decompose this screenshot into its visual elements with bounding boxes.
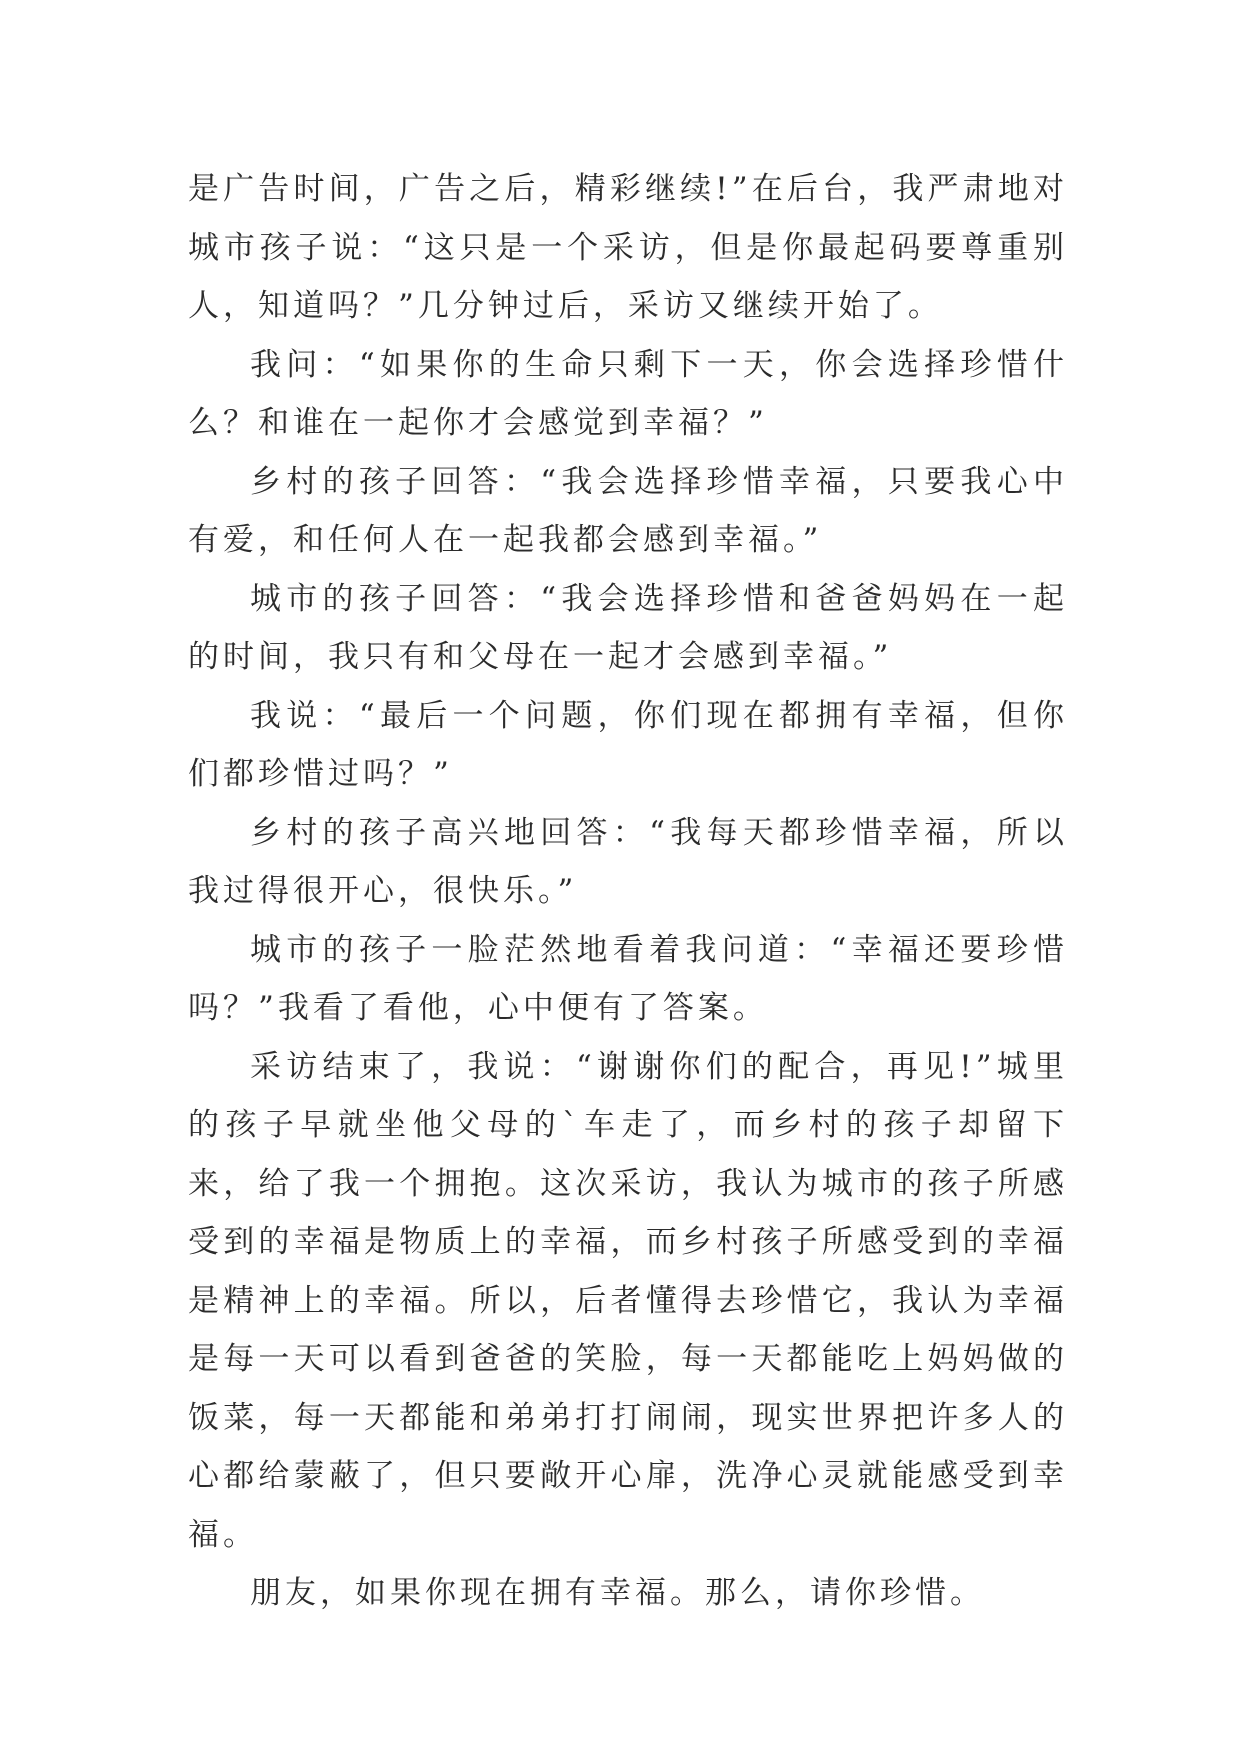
paragraph: 我说：“最后一个问题，你们现在都拥有幸福，但你们都珍惜过吗？” xyxy=(188,697,1068,792)
paragraph: 我问：“如果你的生命只剩下一天，你会选择珍惜什么？和谁在一起你才会感觉到幸福？” xyxy=(188,346,1068,441)
paragraph: 乡村的孩子回答：“我会选择珍惜幸福，只要我心中有爱，和任何人在一起我都会感到幸福。” xyxy=(188,463,1068,558)
paragraph: 城市的孩子回答：“我会选择珍惜和爸爸妈妈在一起的时间，我只有和父母在一起才会感到幸福。” xyxy=(188,580,1068,675)
paragraph: 采访结束了，我说：“谢谢你们的配合，再见!”城里的孩子早就坐他父母的`车走了，而乡村的孩子却留下来，给了我一个拥抱。这次采访，我认为城市的孩子所感受到的幸福是物质上的幸福，而乡村孩子所感受到的幸福是精神上的幸福。所以，后者懂得去珍惜它，我认为幸福是每一天可以看到爸爸的笑脸，每一天都能吃上妈妈做的饭菜，每一天都能和弟弟打打闹闹，现实世界把许多人的心都给蒙蔽了，但只要敞开心扉，洗净心灵就能感受到幸福。 xyxy=(188,1048,1068,1553)
document-body xyxy=(188,160,1068,1623)
paragraph: 乡村的孩子高兴地回答：“我每天都珍惜幸福，所以我过得很开心，很快乐。” xyxy=(188,814,1068,909)
paragraph-continuation: 是广告时间，广告之后，精彩继续!”在后台，我严肃地对城市孩子说：“这只是一个采访，但是你最起码要尊重别人，知道吗？”几分钟过后，采访又继续开始了。 xyxy=(188,171,1068,324)
paragraph: 城市的孩子一脸茫然地看着我问道：“幸福还要珍惜吗？”我看了看他，心中便有了答案。 xyxy=(188,931,1068,1026)
paragraph: 朋友，如果你现在拥有幸福。那么，请你珍惜。 xyxy=(250,1575,985,1611)
